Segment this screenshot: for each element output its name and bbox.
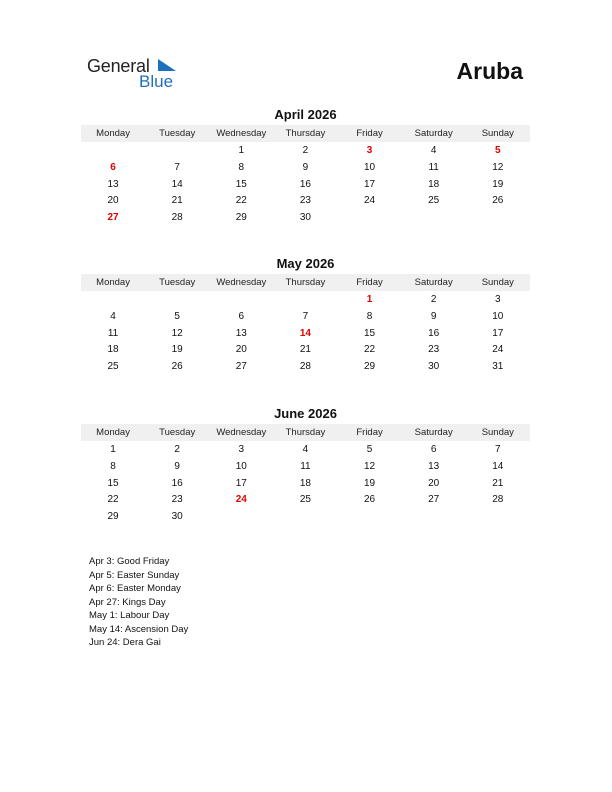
holiday-day-cell: 1 — [366, 294, 373, 305]
week-row — [81, 509, 530, 526]
day-cell: 11 — [107, 327, 119, 339]
month-june — [81, 406, 530, 526]
weekday-label: Sunday — [481, 128, 514, 139]
day-cell: 8 — [238, 161, 245, 173]
weekday-header — [81, 424, 530, 441]
weekday-label: Wednesday — [216, 128, 267, 139]
brand-logo — [87, 56, 187, 92]
weekday-header — [81, 274, 530, 291]
country-title: Aruba — [456, 58, 523, 84]
holiday-day-cell: 14 — [299, 327, 311, 339]
day-cell — [402, 509, 466, 526]
week-row — [81, 210, 530, 227]
day-cell: 10 — [235, 460, 247, 472]
day-cell: 15 — [107, 477, 119, 489]
day-cell: 5 — [174, 310, 180, 322]
week-row — [81, 492, 530, 509]
day-cell: 22 — [364, 344, 376, 356]
weekday-label: Monday — [96, 427, 130, 438]
day-cell: 22 — [107, 494, 119, 506]
week-row — [81, 160, 530, 177]
day-cell: 14 — [171, 178, 183, 190]
weekday-label: Saturday — [414, 128, 453, 139]
day-cell: 18 — [299, 477, 311, 489]
day-cell: 12 — [364, 460, 376, 472]
day-cell: 15 — [364, 327, 376, 339]
holiday-day-cell: 5 — [495, 145, 501, 156]
holiday-day-cell: 6 — [110, 161, 116, 173]
holiday-item: Apr 6: Easter Monday — [89, 583, 181, 594]
day-cell: 8 — [366, 310, 373, 322]
day-cell: 10 — [364, 161, 376, 173]
day-cell: 13 — [235, 327, 247, 339]
day-cell: 18 — [107, 344, 119, 356]
day-cell — [145, 292, 209, 309]
weekday-label: Thursday — [285, 277, 326, 288]
day-cell: 2 — [302, 145, 309, 156]
day-cell — [145, 143, 209, 160]
day-cell: 26 — [492, 195, 504, 207]
day-cell: 19 — [171, 344, 183, 356]
month-grid — [81, 291, 530, 376]
day-cell: 7 — [495, 444, 501, 455]
holiday-item: Apr 27: Kings Day — [89, 596, 166, 608]
day-cell: 18 — [428, 178, 440, 190]
day-cell: 9 — [174, 460, 180, 472]
day-cell: 31 — [492, 361, 504, 373]
day-cell: 8 — [110, 460, 116, 472]
holiday-day-cell: 24 — [235, 494, 247, 506]
holiday-item: Apr 5: Easter Sunday — [89, 569, 180, 581]
day-cell: 19 — [364, 477, 376, 489]
day-cell: 23 — [299, 195, 311, 207]
day-cell: 17 — [492, 327, 504, 339]
day-cell: 27 — [428, 494, 440, 506]
day-cell: 28 — [299, 361, 311, 373]
day-cell: 16 — [299, 178, 311, 190]
week-row — [81, 442, 530, 459]
day-cell: 20 — [235, 344, 247, 356]
day-cell: 3 — [238, 444, 245, 455]
holiday-day-cell: 27 — [107, 212, 119, 224]
day-cell: 16 — [171, 477, 183, 489]
month-title: May 2026 — [276, 256, 335, 271]
day-cell: 4 — [302, 444, 309, 455]
weekday-label: Thursday — [285, 427, 326, 438]
day-cell: 25 — [299, 494, 311, 506]
day-cell: 1 — [110, 444, 116, 455]
holiday-item: May 1: Labour Day — [89, 610, 170, 621]
day-cell: 28 — [492, 494, 504, 506]
day-cell: 7 — [302, 310, 309, 322]
month-grid — [81, 441, 530, 526]
weekday-label: Friday — [356, 128, 383, 139]
holiday-item: May 14: Ascension Day — [89, 623, 189, 635]
day-cell: 16 — [428, 327, 440, 339]
week-row — [81, 326, 530, 343]
day-cell: 24 — [492, 344, 504, 356]
day-cell: 4 — [110, 310, 116, 322]
day-cell: 13 — [428, 460, 440, 472]
day-cell — [338, 509, 402, 526]
week-row — [81, 292, 530, 309]
day-cell — [81, 292, 145, 309]
weekday-label: Friday — [356, 427, 383, 438]
day-cell: 2 — [174, 444, 180, 455]
day-cell: 29 — [107, 511, 119, 523]
day-cell: 28 — [171, 212, 183, 224]
logo-text-blue: Blue — [139, 72, 174, 91]
day-cell: 26 — [364, 494, 376, 506]
day-cell: 6 — [430, 444, 437, 455]
week-row — [81, 177, 530, 194]
weekday-label: Sunday — [481, 427, 514, 438]
day-cell: 1 — [238, 145, 245, 156]
day-cell — [209, 509, 273, 526]
day-cell: 20 — [107, 195, 119, 207]
day-cell: 29 — [235, 212, 247, 224]
weekday-label: Tuesday — [159, 277, 196, 288]
day-cell: 30 — [299, 212, 311, 224]
logo-text-general: General — [87, 56, 150, 76]
day-cell: 23 — [428, 344, 440, 356]
week-row — [81, 193, 530, 210]
day-cell — [273, 292, 337, 309]
week-row — [81, 476, 530, 493]
day-cell: 27 — [235, 361, 247, 373]
holiday-day-cell: 3 — [366, 145, 373, 156]
day-cell: 12 — [492, 161, 504, 173]
day-cell: 3 — [495, 294, 501, 305]
weekday-label: Saturday — [414, 427, 453, 438]
day-cell: 19 — [492, 178, 504, 190]
month-may — [81, 256, 530, 376]
day-cell: 9 — [302, 161, 309, 173]
holiday-item: Jun 24: Dera Gai — [89, 637, 161, 648]
weekday-label: Wednesday — [216, 427, 267, 438]
day-cell: 4 — [430, 145, 437, 156]
day-cell: 23 — [171, 494, 183, 506]
weekday-label: Monday — [96, 128, 130, 139]
day-cell: 17 — [364, 178, 376, 190]
day-cell: 30 — [428, 361, 440, 373]
weekday-label: Sunday — [481, 277, 514, 288]
day-cell: 11 — [428, 161, 439, 173]
day-cell: 13 — [107, 178, 119, 190]
day-cell: 20 — [428, 477, 440, 489]
logo-flag-icon — [158, 59, 176, 71]
day-cell: 2 — [430, 294, 437, 305]
week-row — [81, 459, 530, 476]
weekday-label: Friday — [356, 277, 383, 288]
day-cell: 10 — [492, 310, 504, 322]
weekday-header — [81, 125, 530, 142]
day-cell — [273, 509, 337, 526]
day-cell: 21 — [299, 344, 311, 356]
weekday-label: Tuesday — [159, 128, 196, 139]
day-cell: 21 — [492, 477, 504, 489]
week-row — [81, 359, 530, 376]
day-cell: 6 — [238, 310, 245, 322]
holiday-list — [89, 555, 188, 650]
day-cell — [338, 210, 402, 227]
day-cell: 24 — [364, 195, 376, 207]
day-cell: 15 — [235, 178, 247, 190]
day-cell: 25 — [107, 361, 119, 373]
month-grid — [81, 142, 530, 227]
day-cell: 5 — [366, 444, 373, 455]
day-cell: 30 — [171, 511, 183, 523]
week-row — [81, 309, 530, 326]
day-cell: 29 — [364, 361, 376, 373]
month-title: April 2026 — [274, 107, 337, 122]
day-cell: 9 — [430, 310, 437, 322]
month-april — [81, 107, 530, 227]
day-cell — [402, 210, 466, 227]
day-cell: 25 — [428, 195, 440, 207]
holiday-item: Apr 3: Good Friday — [89, 556, 170, 567]
day-cell: 22 — [235, 195, 247, 207]
weekday-label: Tuesday — [159, 427, 196, 438]
weekday-label: Monday — [96, 277, 130, 288]
day-cell — [466, 210, 530, 227]
day-cell: 11 — [300, 460, 311, 472]
day-cell: 26 — [171, 361, 183, 373]
week-row — [81, 143, 530, 160]
day-cell: 21 — [171, 195, 183, 207]
week-row — [81, 342, 530, 359]
day-cell — [209, 292, 273, 309]
weekday-label: Saturday — [414, 277, 453, 288]
day-cell: 17 — [235, 477, 247, 489]
weekday-label: Thursday — [285, 128, 326, 139]
month-title: June 2026 — [274, 406, 337, 421]
day-cell — [81, 143, 145, 160]
day-cell: 7 — [174, 161, 180, 173]
day-cell — [466, 509, 530, 526]
day-cell: 14 — [492, 460, 504, 472]
day-cell: 12 — [171, 327, 183, 339]
weekday-label: Wednesday — [216, 277, 267, 288]
